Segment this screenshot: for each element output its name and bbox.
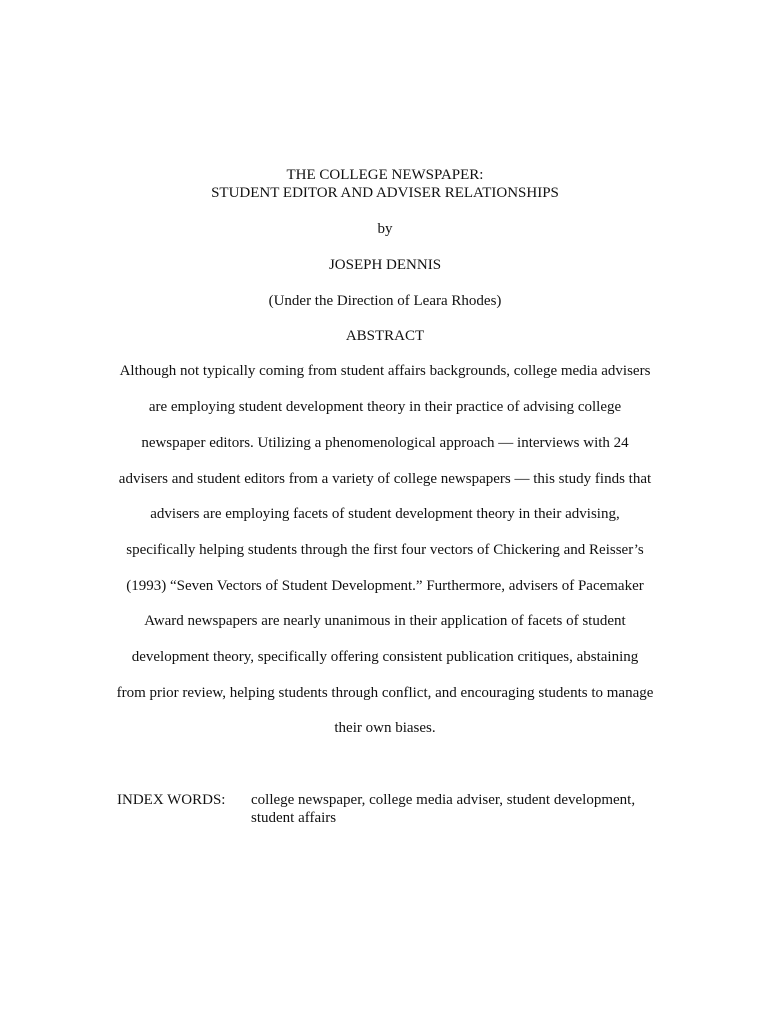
abstract-line: specifically helping students through the first four vectors of Chickering and Reisser’s [126,542,644,558]
abstract-line: advisers are employing facets of student development theory in their advising, [150,506,620,522]
direction-note: (Under the Direction of Leara Rhodes) [268,293,502,309]
abstract-heading: ABSTRACT [345,328,425,344]
abstract-line: advisers and student editors from a variety of college newspapers — this study finds that [118,471,652,487]
index-words-label: INDEX WORDS: [117,792,226,808]
abstract-line: their own biases. [334,720,436,736]
title-line-2: STUDENT EDITOR AND ADVISER RELATIONSHIPS [211,185,559,201]
abstract-line: are employing student development theory in their practice of advising college [148,399,622,415]
abstract-line: (1993) “Seven Vectors of Student Development.” Furthermore, advisers of Pacemaker [126,578,644,594]
index-words-line: student affairs [251,810,337,826]
byline: by [377,221,393,237]
abstract-line: Award newspapers are nearly unanimous in their application of facets of student [144,613,626,629]
abstract-line: newspaper editors. Utilizing a phenomenological approach — interviews with 24 [141,435,629,451]
author-name: JOSEPH DENNIS [328,257,442,273]
index-words-line: college newspaper, college media adviser, student development, [251,792,636,808]
abstract-line: Although not typically coming from student affairs backgrounds, college media advisers [119,363,651,379]
title-line-1: THE COLLEGE NEWSPAPER: [286,167,484,183]
abstract-line: from prior review, helping students through conflict, and encouraging students to manage [116,685,654,701]
index-words-list [251,791,635,827]
abstract-line: development theory, specifically offering consistent publication critiques, abstaining [131,649,639,665]
